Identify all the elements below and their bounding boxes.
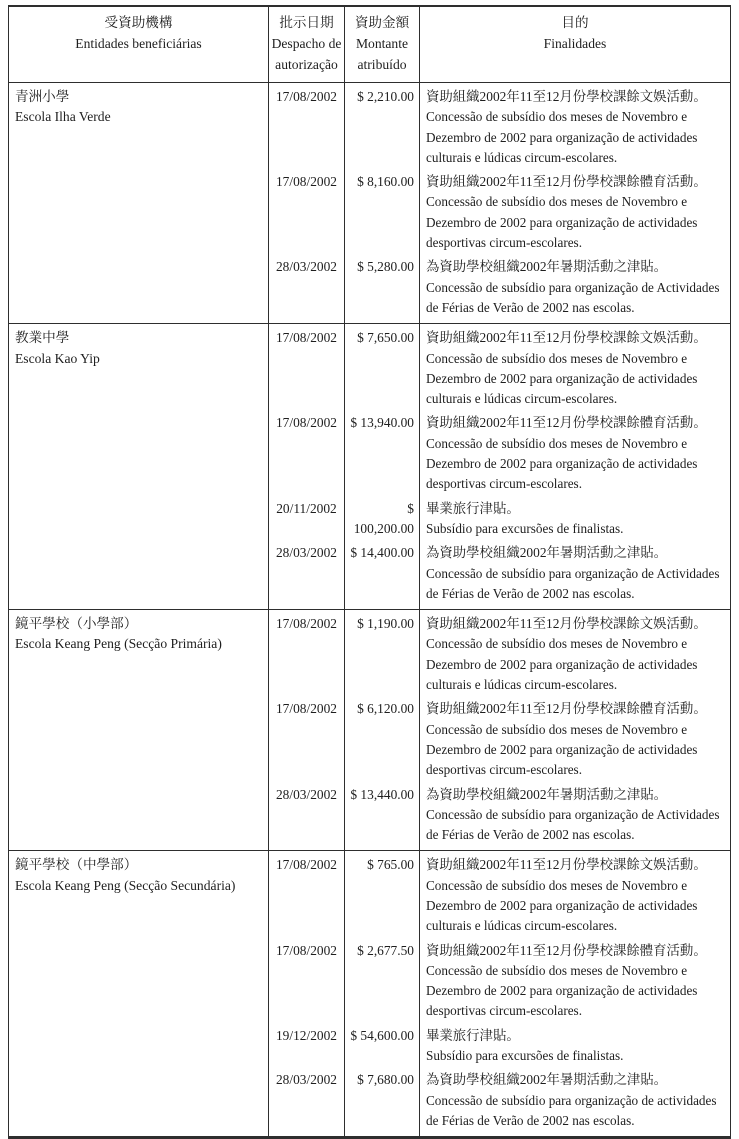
subsidy-entry	[269, 495, 730, 540]
purpose-text-zh: 資助組織2002年11至12月份學校課餘文娛活動。	[426, 857, 707, 873]
purpose-text-zh: 為資助學校組織2002年暑期活動之津貼。	[426, 259, 668, 275]
purpose-text-zh: 資助組織2002年11至12月份學校課餘體育活動。	[426, 174, 707, 190]
purpose-cell	[420, 781, 730, 851]
authorization-date: 17/08/2002	[269, 937, 345, 1022]
subsidy-amount: $ 5,280.00	[345, 253, 420, 323]
entity-name-zh: 教業中學	[15, 330, 70, 346]
subsidy-entry	[269, 168, 730, 253]
purpose-text-zh: 為資助學校組織2002年暑期活動之津貼。	[426, 786, 668, 802]
purpose-text-pt: Concessão de subsídio dos meses de Novembro e Dezembro de 2002 para organização de actividades desportivas circum-escolares.	[426, 962, 698, 1019]
purpose-text-pt: Concessão de subsídio dos meses de Novembro e Dezembro de 2002 para organização de actividades culturais e lúdicas circum-escolares.	[426, 877, 698, 934]
entries	[269, 83, 730, 323]
subsidy-amount: $ 7,650.00	[345, 324, 420, 409]
subsidy-amount: $ 2,677.50	[345, 937, 420, 1022]
purpose-cell	[420, 539, 730, 609]
header-amount-pt2: atribuído	[357, 57, 407, 72]
purpose-cell	[420, 937, 730, 1022]
beneficiary-entity-cell	[9, 83, 269, 323]
purpose-text-zh: 資助組織2002年11至12月份學校課餘體育活動。	[426, 415, 707, 431]
purpose-cell	[420, 610, 730, 695]
subsidy-amount: $ 765.00	[345, 851, 420, 936]
subsidy-amount: $ 8,160.00	[345, 168, 420, 253]
authorization-date: 17/08/2002	[269, 168, 345, 253]
authorization-date: 17/08/2002	[269, 83, 345, 168]
header-date-zh: 批示日期	[279, 15, 334, 30]
entries	[269, 324, 730, 609]
subsidy-amount: $ 1,190.00	[345, 610, 420, 695]
purpose-text-zh: 畢業旅行津貼。	[426, 500, 520, 516]
subsidy-entry	[269, 253, 730, 323]
entity-name-zh: 青洲小學	[15, 89, 70, 104]
subsidy-entry	[269, 1022, 730, 1067]
header-purpose-pt: Finalidades	[543, 36, 607, 51]
purpose-cell	[420, 1022, 730, 1067]
purpose-cell	[420, 253, 730, 323]
subsidy-entry	[269, 409, 730, 494]
subsidy-amount: $ 100,200.00	[345, 495, 420, 540]
authorization-date: 28/03/2002	[269, 539, 345, 609]
purpose-cell	[420, 495, 730, 540]
authorization-date: 17/08/2002	[269, 851, 345, 936]
header-date	[269, 7, 345, 82]
purpose-text-pt: Concessão de subsídio dos meses de Novembro e Dezembro de 2002 para organização de actividades desportivas circum-escolares.	[426, 194, 698, 251]
purpose-text-zh: 畢業旅行津貼。	[426, 1027, 520, 1043]
header-entities	[9, 7, 269, 82]
purpose-cell	[420, 324, 730, 409]
subsidy-amount: $ 6,120.00	[345, 695, 420, 780]
purpose-cell	[420, 83, 730, 168]
subsidy-entry	[269, 1066, 730, 1136]
authorization-date: 20/11/2002	[269, 495, 345, 540]
table-body	[9, 83, 730, 1136]
purpose-text-pt: Concessão de subsídio dos meses de Novembro e Dezembro de 2002 para organização de actividades culturais e lúdicas circum-escolares.	[426, 636, 698, 693]
purpose-text-zh: 資助組織2002年11至12月份學校課餘文娛活動。	[426, 616, 707, 632]
purpose-text-zh: 資助組織2002年11至12月份學校課餘文娛活動。	[426, 330, 707, 346]
header-entities-pt: Entidades beneficiárias	[75, 36, 202, 51]
subsidy-amount: $ 54,600.00	[345, 1022, 420, 1067]
subsidy-entry	[269, 937, 730, 1022]
entity-name-pt: Escola Keang Peng (Secção Primária)	[15, 636, 222, 652]
purpose-text-pt: Concessão de subsídio para organização de actividades de Férias de Verão de 2002 nas escolas.	[426, 1092, 717, 1128]
entity-name-pt: Escola Kao Yip	[15, 350, 100, 366]
header-amount-pt1: Montante	[355, 36, 409, 51]
subsidy-amount: $ 13,440.00	[345, 781, 420, 851]
subsidy-amount: $ 13,940.00	[345, 409, 420, 494]
header-date-pt2: autorização	[275, 57, 338, 72]
header-amount	[345, 7, 420, 82]
authorization-date: 17/08/2002	[269, 610, 345, 695]
subsidy-table	[8, 5, 731, 1139]
entity-name-pt: Escola Keang Peng (Secção Secundária)	[15, 877, 236, 893]
table-header-row	[9, 7, 730, 83]
authorization-date: 28/03/2002	[269, 781, 345, 851]
subsidy-entry	[269, 83, 730, 168]
purpose-text-pt: Concessão de subsídio para organização de Actividades de Férias de Verão de 2002 nas escolas.	[426, 806, 720, 843]
purpose-text-zh: 資助組織2002年11至12月份學校課餘文娛活動。	[426, 89, 707, 104]
purpose-text-pt: Subsídio para excursões de finalistas.	[426, 520, 624, 536]
entries	[269, 610, 730, 850]
purpose-cell	[420, 851, 730, 936]
entity-name-zh: 鏡平學校（中學部）	[15, 857, 138, 873]
authorization-date: 19/12/2002	[269, 1022, 345, 1067]
table-row	[9, 610, 730, 851]
subsidy-entry	[269, 851, 730, 936]
subsidy-amount: $ 2,210.00	[345, 83, 420, 168]
subsidy-entry	[269, 695, 730, 780]
purpose-text-zh: 為資助學校組織2002年暑期活動之津貼。	[426, 545, 668, 561]
purpose-text-pt: Concessão de subsídio para organização de Actividades de Férias de Verão de 2002 nas escolas.	[426, 279, 720, 315]
entity-name-zh: 鏡平學校（小學部）	[15, 616, 138, 632]
purpose-cell	[420, 695, 730, 780]
header-purpose-zh: 目的	[561, 15, 589, 30]
subsidy-entry	[269, 610, 730, 695]
purpose-text-pt: Concessão de subsídio para organização de Actividades de Férias de Verão de 2002 nas escolas.	[426, 565, 720, 601]
subsidy-entry	[269, 539, 730, 609]
header-entities-zh: 受資助機構	[104, 15, 173, 30]
purpose-text-zh: 為資助學校組織2002年暑期活動之津貼。	[426, 1072, 668, 1088]
beneficiary-entity-cell	[9, 324, 269, 609]
header-date-pt1: Despacho de	[271, 36, 342, 51]
purpose-text-pt: Concessão de subsídio dos meses de Novembro e Dezembro de 2002 para organização de actividades desportivas circum-escolares.	[426, 435, 698, 492]
purpose-text-pt: Concessão de subsídio dos meses de Novembro e Dezembro de 2002 para organização de actividades desportivas circum-escolares.	[426, 721, 698, 778]
subsidy-amount: $ 7,680.00	[345, 1066, 420, 1136]
purpose-text-zh: 資助組織2002年11至12月份學校課餘體育活動。	[426, 701, 707, 717]
purpose-cell	[420, 409, 730, 494]
authorization-date: 28/03/2002	[269, 253, 345, 323]
subsidy-entry	[269, 324, 730, 409]
table-row	[9, 851, 730, 1136]
authorization-date: 17/08/2002	[269, 324, 345, 409]
authorization-date: 28/03/2002	[269, 1066, 345, 1136]
entries	[269, 851, 730, 1136]
authorization-date: 17/08/2002	[269, 409, 345, 494]
beneficiary-entity-cell	[9, 851, 269, 1136]
table-row	[9, 324, 730, 610]
purpose-text-pt: Subsídio para excursões de finalistas.	[426, 1048, 624, 1064]
purpose-text-zh: 資助組織2002年11至12月份學校課餘體育活動。	[426, 942, 707, 958]
beneficiary-entity-cell	[9, 610, 269, 850]
subsidy-amount: $ 14,400.00	[345, 539, 420, 609]
purpose-cell	[420, 168, 730, 253]
authorization-date: 17/08/2002	[269, 695, 345, 780]
table-row	[9, 83, 730, 324]
purpose-text-pt: Concessão de subsídio dos meses de Novembro e Dezembro de 2002 para organização de actividades culturais e lúdicas circum-escolares.	[426, 350, 698, 407]
header-purpose	[420, 7, 730, 82]
purpose-cell	[420, 1066, 730, 1136]
header-amount-zh: 資助金額	[354, 15, 410, 30]
purpose-text-pt: Concessão de subsídio dos meses de Novembro e Dezembro de 2002 para organização de actividades culturais e lúdicas circum-escolares.	[426, 109, 698, 165]
subsidy-entry	[269, 781, 730, 851]
entity-name-pt: Escola Ilha Verde	[15, 109, 111, 125]
